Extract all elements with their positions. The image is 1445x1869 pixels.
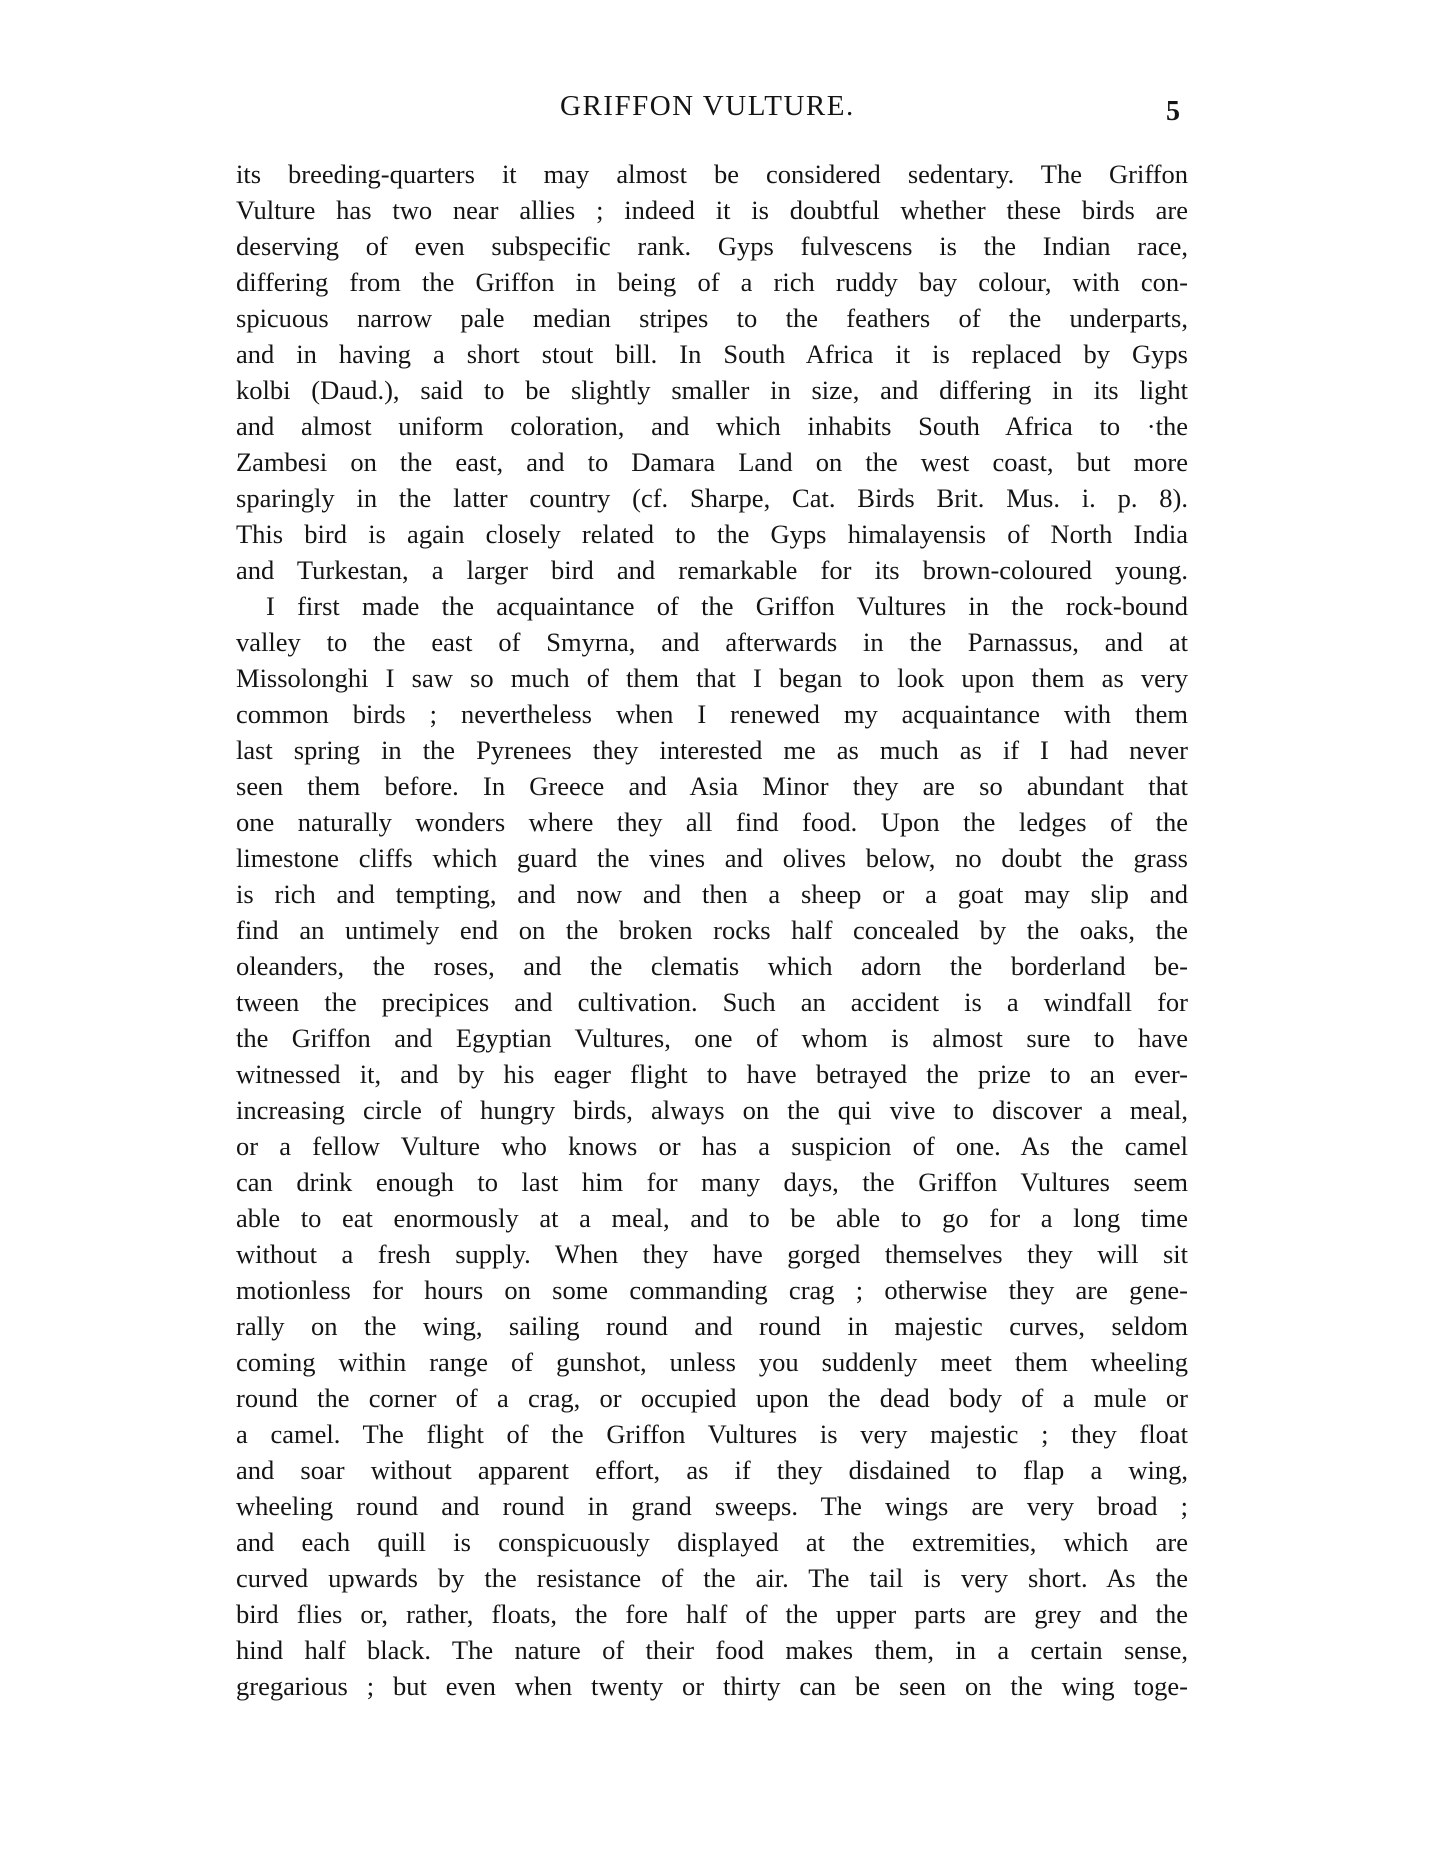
text-line: kolbi (Daud.), said to be slightly smaller in size, and differing in its light — [236, 375, 1188, 405]
text-line: without a fresh supply. When they have gorged themselves they will sit — [236, 1239, 1188, 1269]
text-line: wheeling round and round in grand sweeps. The wings are very broad ; — [236, 1491, 1188, 1521]
text-line: oleanders, the roses, and the clematis which adorn the borderland be- — [236, 951, 1188, 981]
paragraph — [236, 156, 1188, 588]
paragraph — [236, 588, 1188, 1704]
text-line: tween the precipices and cultivation. Such an accident is a windfall for — [236, 987, 1188, 1017]
text-line: a camel. The flight of the Griffon Vultures is very majestic ; they float — [236, 1419, 1188, 1449]
text-line: Vulture has two near allies ; indeed it is doubtful whether these birds are — [236, 195, 1188, 225]
text-line: and almost uniform coloration, and which inhabits South Africa to ·the — [236, 411, 1188, 441]
text-line: one naturally wonders where they all find food. Upon the ledges of the — [236, 807, 1188, 837]
text-line: coming within range of gunshot, unless you suddenly meet them wheeling — [236, 1347, 1188, 1377]
text-line: gregarious ; but even when twenty or thirty can be seen on the wing toge- — [236, 1671, 1188, 1701]
text-line: rally on the wing, sailing round and round in majestic curves, seldom — [236, 1311, 1188, 1341]
text-line: round the corner of a crag, or occupied upon the dead body of a mule or — [236, 1383, 1188, 1413]
text-line: curved upwards by the resistance of the air. The tail is very short. As the — [236, 1563, 1188, 1593]
text-line: increasing circle of hungry birds, always on the qui vive to discover a meal, — [236, 1095, 1188, 1125]
text-line: is rich and tempting, and now and then a sheep or a goat may slip and — [236, 879, 1188, 909]
text-line: motionless for hours on some commanding crag ; otherwise they are gene- — [236, 1275, 1188, 1305]
text-line: spicuous narrow pale median stripes to the feathers of the underparts, — [236, 303, 1188, 333]
text-line: and in having a short stout bill. In South Africa it is replaced by Gyps — [236, 339, 1188, 369]
text-line: Missolonghi I saw so much of them that I began to look upon them as very — [236, 663, 1188, 693]
text-line: valley to the east of Smyrna, and afterwards in the Parnassus, and at — [236, 627, 1188, 657]
text-line: can drink enough to last him for many days, the Griffon Vultures seem — [236, 1167, 1188, 1197]
text-line: able to eat enormously at a meal, and to be able to go for a long time — [236, 1203, 1188, 1233]
page-number: 5 — [1166, 96, 1180, 127]
running-head — [0, 90, 1445, 130]
running-title: GRIFFON VULTURE. — [560, 90, 855, 122]
text-line: seen them before. In Greece and Asia Minor they are so abundant that — [236, 771, 1188, 801]
text-line: last spring in the Pyrenees they interested me as much as if I had never — [236, 735, 1188, 765]
text-line: hind half black. The nature of their food makes them, in a certain sense, — [236, 1635, 1188, 1665]
text-line: its breeding-quarters it may almost be considered sedentary. The Griffon — [236, 159, 1188, 189]
text-line: I first made the acquaintance of the Griffon Vultures in the rock-bound — [266, 591, 1188, 621]
text-line: witnessed it, and by his eager flight to have betrayed the prize to an ever- — [236, 1059, 1188, 1089]
text-line: common birds ; nevertheless when I renewed my acquaintance with them — [236, 699, 1188, 729]
text-line: differing from the Griffon in being of a rich ruddy bay colour, with con- — [236, 267, 1188, 297]
text-line: or a fellow Vulture who knows or has a suspicion of one. As the camel — [236, 1131, 1188, 1161]
text-line: Zambesi on the east, and to Damara Land on the west coast, but more — [236, 447, 1188, 477]
text-line: and Turkestan, a larger bird and remarkable for its brown-coloured young. — [236, 555, 1188, 585]
text-line: find an untimely end on the broken rocks half concealed by the oaks, the — [236, 915, 1188, 945]
text-line: and each quill is conspicuously displayed at the extremities, which are — [236, 1527, 1188, 1557]
text-line: the Griffon and Egyptian Vultures, one of whom is almost sure to have — [236, 1023, 1188, 1053]
text-line: and soar without apparent effort, as if they disdained to flap a wing, — [236, 1455, 1188, 1485]
text-line: This bird is again closely related to the Gyps himalayensis of North India — [236, 519, 1188, 549]
text-line: deserving of even subspecific rank. Gyps fulvescens is the Indian race, — [236, 231, 1188, 261]
body-text — [236, 156, 1188, 1704]
text-line: sparingly in the latter country (cf. Sharpe, Cat. Birds Brit. Mus. i. p. 8). — [236, 483, 1188, 513]
text-line: limestone cliffs which guard the vines and olives below, no doubt the grass — [236, 843, 1188, 873]
text-line: bird flies or, rather, floats, the fore half of the upper parts are grey and the — [236, 1599, 1188, 1629]
